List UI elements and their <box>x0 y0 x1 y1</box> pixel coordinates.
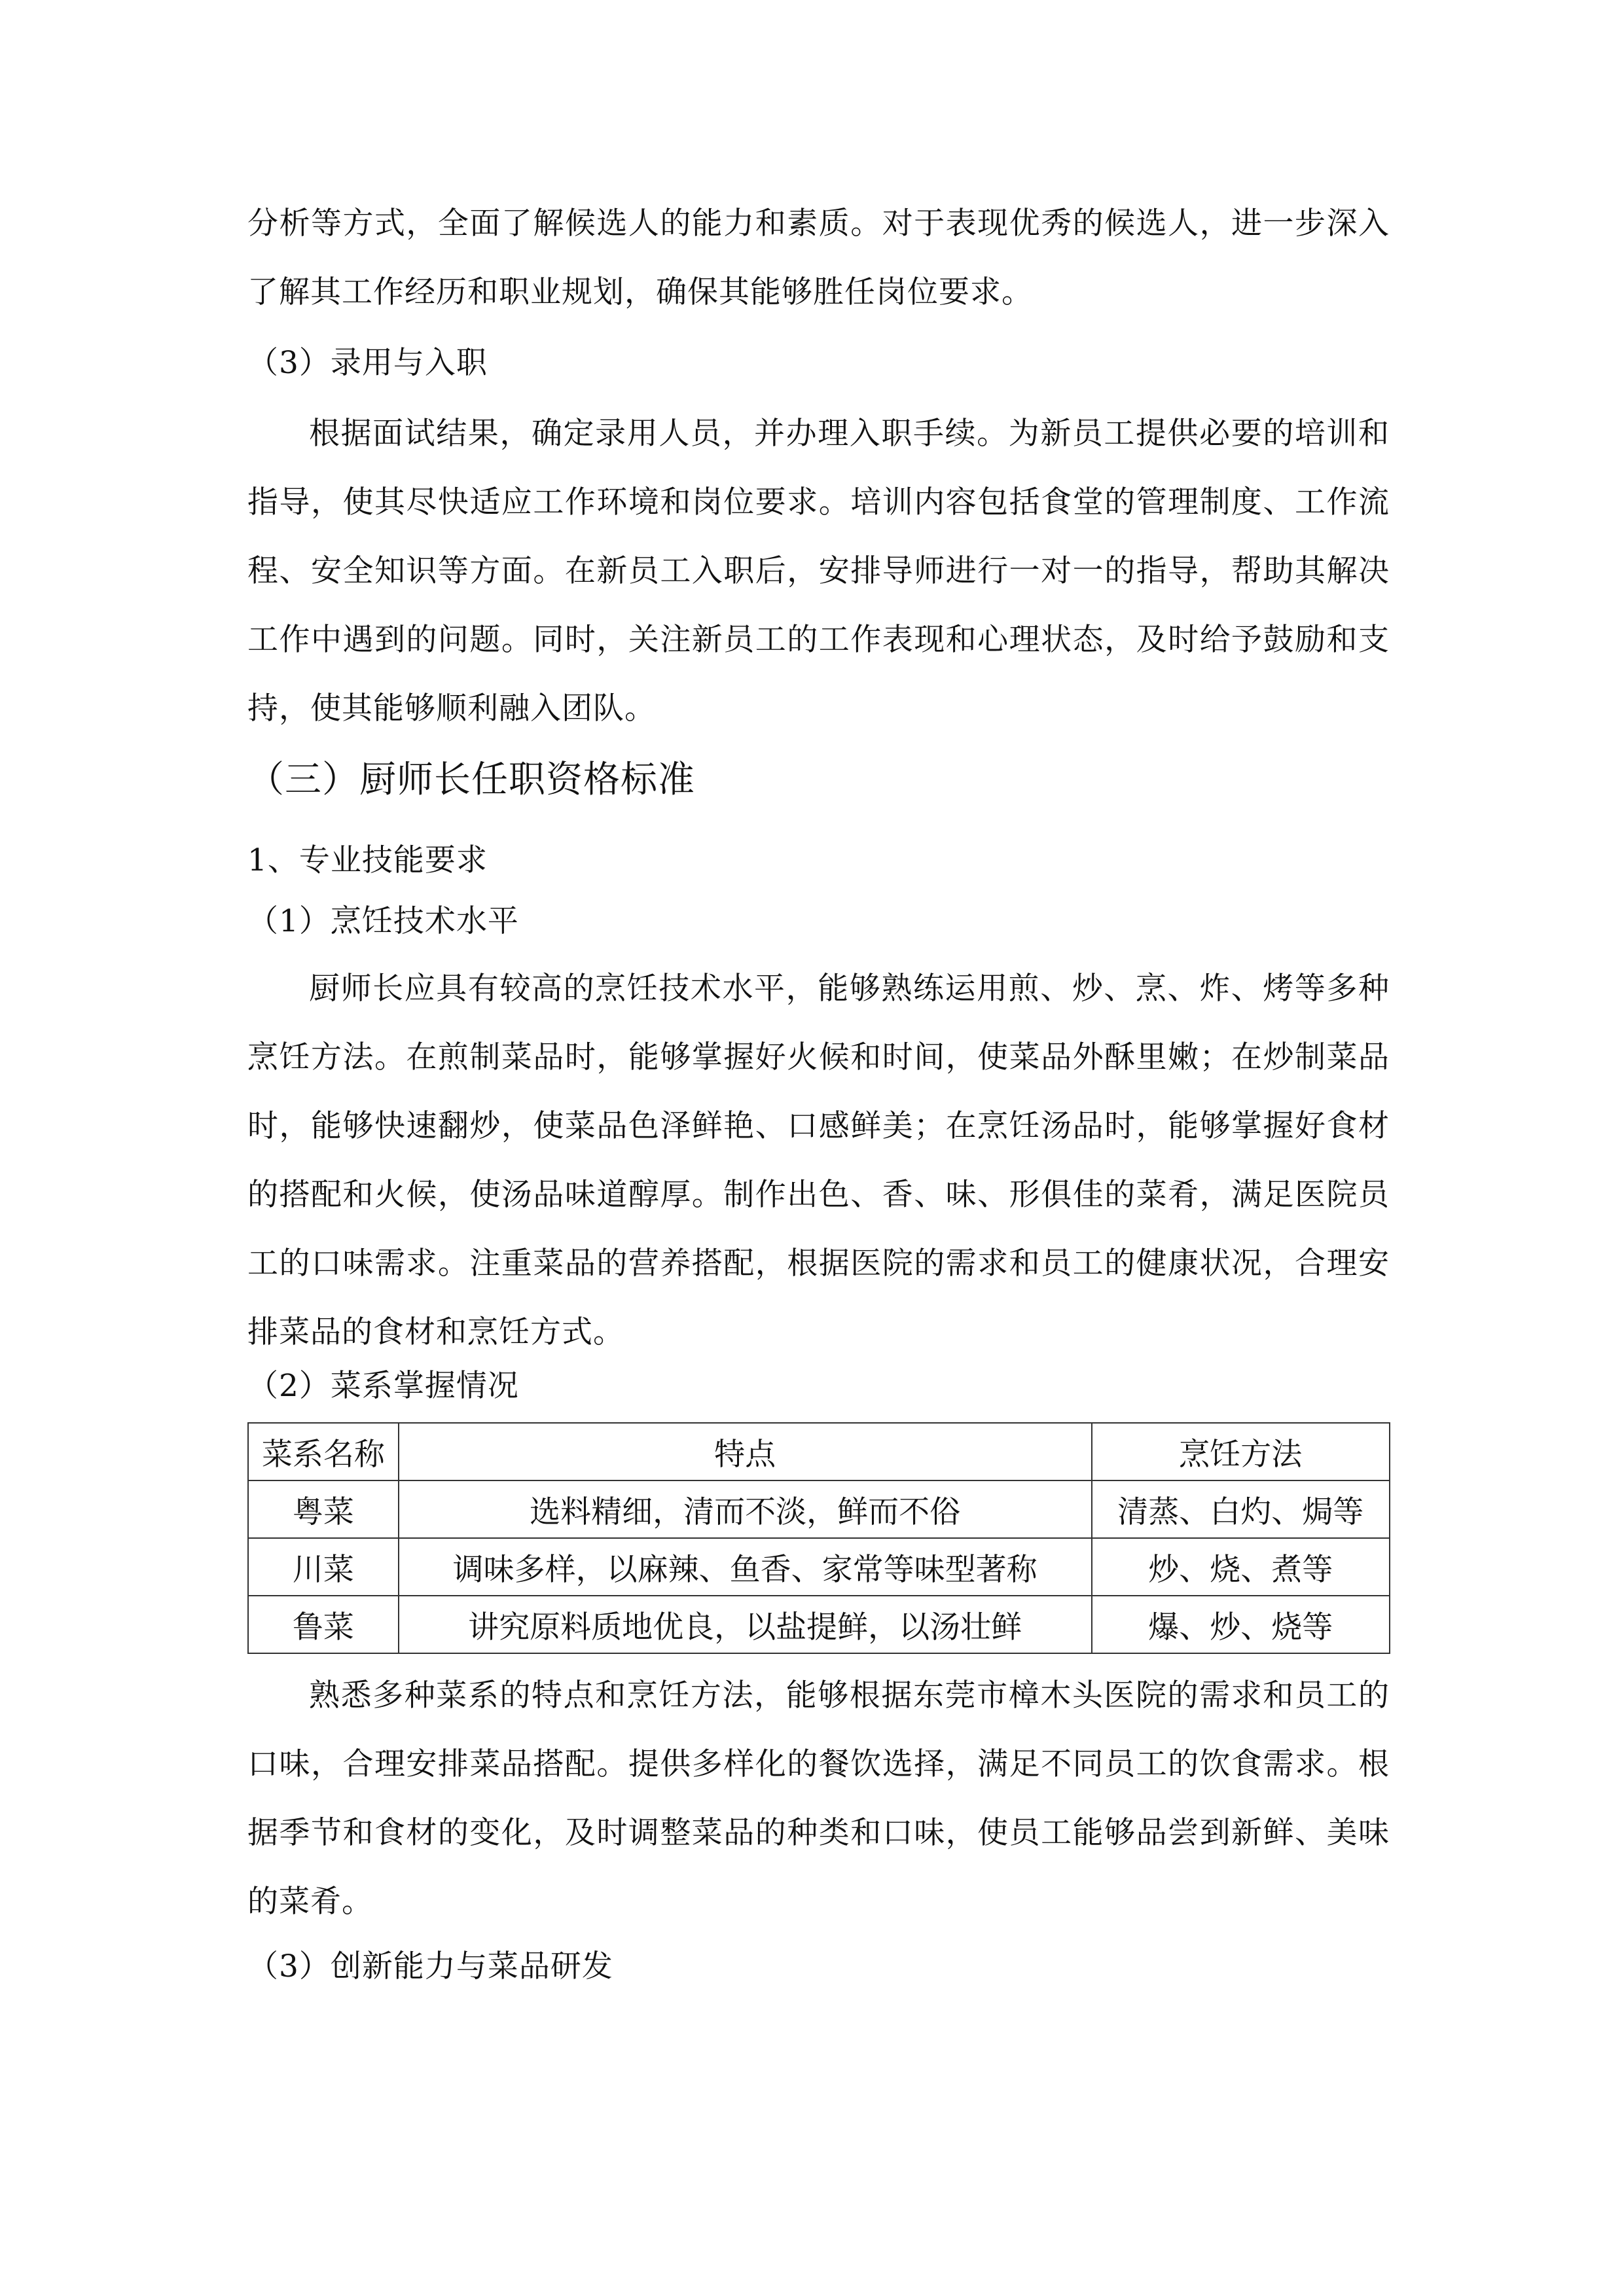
table-cell: 爆、炒、烧等 <box>1092 1596 1390 1653</box>
paragraph-interview-tail: 分析等方式，全面了解候选人的能力和素质。对于表现优秀的候选人，进一步深入了解其工作经历和职业规划，确保其能够胜任岗位要求。 <box>247 206 1390 310</box>
subheading-cuisine-mastery: （2）菜系掌握情况 <box>247 1368 519 1404</box>
item-title-professional-skills: 1、专业技能要求 <box>247 842 488 878</box>
table-row <box>248 1596 1390 1653</box>
table-header-cell: 菜系名称 <box>248 1423 399 1480</box>
table-header-cell: 烹饪方法 <box>1092 1423 1390 1480</box>
paragraph-cooking-level: 厨师长应具有较高的烹饪技术水平，能够熟练运用煎、炒、烹、炸、烤等多种烹饪方法。在煎制菜品时，能够掌握好火候和时间，使菜品外酥里嫩；在炒制菜品时，能够快速翻炒，使菜品色泽鲜艳、口感鲜美；在烹饪汤品时，能够掌握好食材的搭配和火候，使汤品味道醇厚。制作出色、香、味、形俱佳的菜肴，满足医院员工的口味需求。注重菜品的营养搭配，根据医院的需求和员工的健康状况，合理安排菜品的食材和烹饪方式。 <box>247 971 1390 1350</box>
paragraph-cuisine-mastery: 熟悉多种菜系的特点和烹饪方法，能够根据东莞市樟木头医院的需求和员工的口味，合理安排菜品搭配。提供多样化的餐饮选择，满足不同员工的饮食需求。根据季节和食材的变化，及时调整菜品的种类和口味，使员工能够品尝到新鲜、美味的菜肴。 <box>247 1677 1390 1920</box>
table-cell: 炒、烧、煮等 <box>1092 1538 1390 1596</box>
cuisine-table <box>247 1422 1390 1654</box>
table-cell: 调味多样，以麻辣、鱼香、家常等味型著称 <box>399 1538 1092 1596</box>
subheading-innovation: （3）创新能力与菜品研发 <box>247 1948 613 1984</box>
paragraph-onboarding: 根据面试结果，确定录用人员，并办理入职手续。为新员工提供必要的培训和指导，使其尽快适应工作环境和岗位要求。培训内容包括食堂的管理制度、工作流程、安全知识等方面。在新员工入职后，安排导师进行一对一的指导，帮助其解决工作中遇到的问题。同时，关注新员工的工作表现和心理状态，及时给予鼓励和支持，使其能够顺利融入团队。 <box>247 416 1390 726</box>
subheading-hiring-onboarding: （3）录用与入职 <box>247 345 488 381</box>
table-header-cell: 特点 <box>399 1423 1092 1480</box>
table-cell: 选料精细，清而不淡，鲜而不俗 <box>399 1480 1092 1538</box>
table-cell: 讲究原料质地优良，以盐提鲜，以汤壮鲜 <box>399 1596 1092 1653</box>
subheading-cooking-level: （1）烹饪技术水平 <box>247 903 519 939</box>
table-cell: 鲁菜 <box>248 1596 399 1653</box>
section-title-chef-qualifications: （三）厨师长任职资格标准 <box>247 759 695 801</box>
table-row <box>248 1538 1390 1596</box>
table-cell: 川菜 <box>248 1538 399 1596</box>
table-header-row <box>248 1423 1390 1480</box>
table-cell: 清蒸、白灼、焗等 <box>1092 1480 1390 1538</box>
table-row <box>248 1480 1390 1538</box>
table-cell: 粤菜 <box>248 1480 399 1538</box>
